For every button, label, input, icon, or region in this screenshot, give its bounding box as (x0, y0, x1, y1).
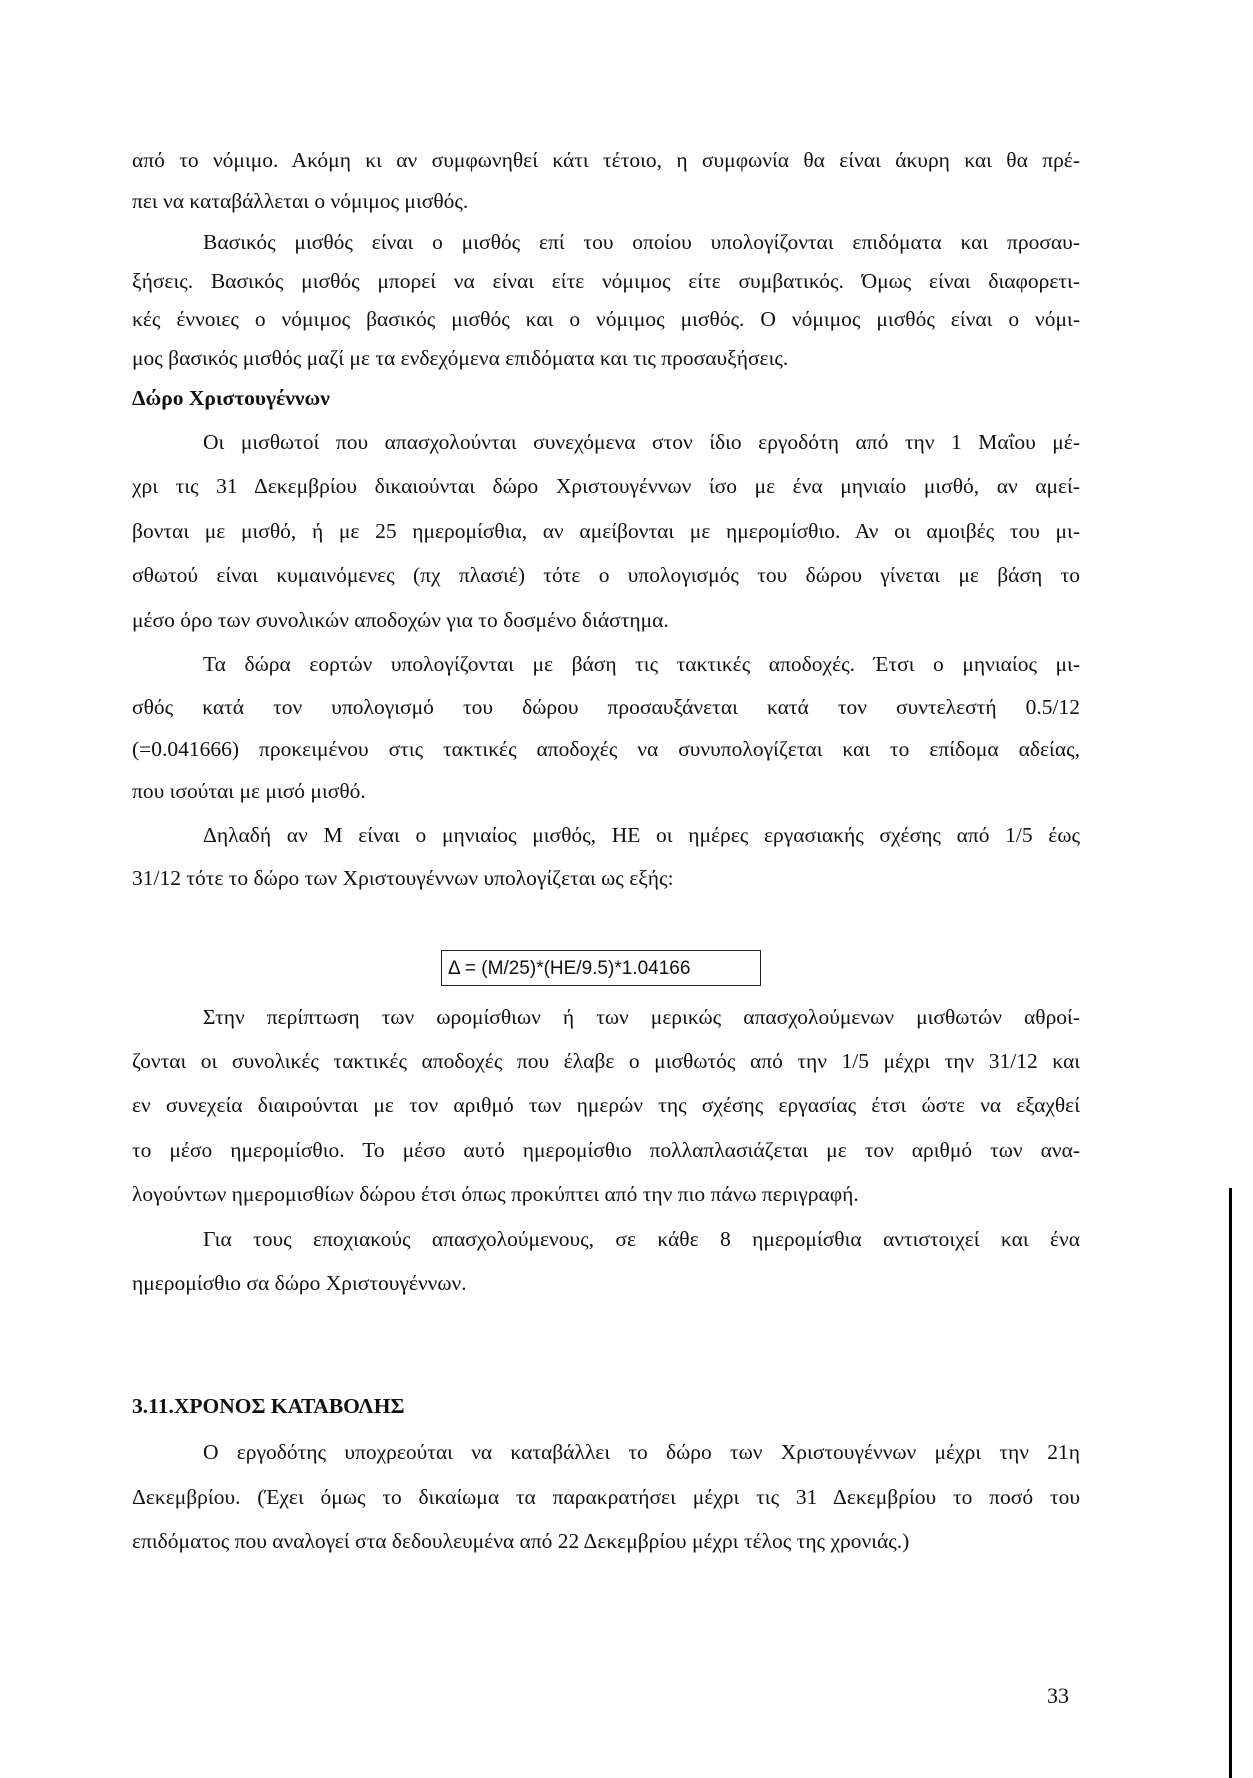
scan-edge-line (1229, 1188, 1232, 1778)
text-line: από το νόμιμο. Ακόμη κι αν συμφωνηθεί κάτι τέτοιο, η συμφωνία θα είναι άκυρη και θα πρέ- (132, 148, 1080, 172)
section-subheading: Δώρο Χριστουγέννων (132, 386, 330, 410)
text-line: Για τους εποχιακούς απασχολούμενους, σε κάθε 8 ημερομίσθια αντιστοιχεί και ένα (203, 1227, 1080, 1251)
text-line: Βασικός μισθός είναι ο μισθός επί του οποίου υπολογίζονται επιδόματα και προσαυ- (203, 230, 1080, 254)
text-line: κές έννοιες ο νόμιμος βασικός μισθός και ο νόμιμος μισθός. Ο νόμιμος μισθός είναι ο νόμι- (132, 307, 1080, 331)
page-number: 33 (1047, 1683, 1069, 1708)
text-line: σθός κατά τον υπολογισμό του δώρου προσαυξάνεται κατά τον συντελεστή 0.5/12 (132, 695, 1080, 719)
text-line: Τα δώρα εορτών υπολογίζονται με βάση τις τακτικές αποδοχές. Έτσι ο μηνιαίος μι- (203, 652, 1080, 676)
text-line: (=0.041666) προκειμένου στις τακτικές αποδοχές να συνυπολογίζεται και το επίδομα αδείας, (132, 737, 1080, 761)
text-line: ζονται οι συνολικές τακτικές αποδοχές που έλαβε ο μισθωτός από την 1/5 μέχρι την 31/12 και (132, 1049, 1080, 1073)
text-line: σθωτού είναι κυμαινόμενες (πχ πλασιέ) τότε ο υπολογισμός του δώρου γίνεται με βάση το (132, 563, 1080, 587)
section-heading: 3.11.ΧΡΟΝΟΣ ΚΑΤΑΒΟΛΗΣ (132, 1394, 405, 1418)
text-line: Δεκεμβρίου. (Έχει όμως το δικαίωμα τα παρακρατήσει μέχρι τις 31 Δεκεμβρίου το ποσό του (132, 1485, 1080, 1509)
text-line: βονται με μισθό, ή με 25 ημερομίσθια, αν αμείβονται με ημερομίσθιο. Αν οι αμοιβές του μι- (132, 519, 1080, 543)
text-line: Δηλαδή αν Μ είναι ο μηνιαίος μισθός, ΗΕ οι ημέρες εργασιακής σχέσης από 1/5 έως (203, 823, 1080, 847)
text-line: λογούντων ημερομισθίων δώρου έτσι όπως προκύπτει από την πιο πάνω περιγραφή. (132, 1182, 859, 1206)
text-line: χρι τις 31 Δεκεμβρίου δικαιούνται δώρο Χριστουγέννων ίσο με ένα μηνιαίο μισθό, αν αμεί- (132, 474, 1080, 498)
text-line: 31/12 τότε το δώρο των Χριστουγέννων υπολογίζεται ως εξής: (132, 866, 674, 890)
text-line: μος βασικός μισθός μαζί με τα ενδεχόμενα επιδόματα και τις προσαυξήσεις. (132, 346, 789, 370)
text-line: Στην περίπτωση των ωρομίσθιων ή των μερικώς απασχολούμενων μισθωτών αθροί- (203, 1005, 1080, 1029)
text-line: ξήσεις. Βασικός μισθός μπορεί να είναι είτε νόμιμος είτε συμβατικός. Όμως είναι διαφορετι- (132, 269, 1080, 293)
text-line: πει να καταβάλλεται ο νόμιμος μισθός. (132, 189, 469, 213)
text-line: Ο εργοδότης υποχρεούται να καταβάλλει το δώρο των Χριστουγέννων μέχρι την 21η (203, 1440, 1080, 1464)
text-line: εν συνεχεία διαιρούνται με τον αριθμό των ημερών της σχέσης εργασίας έτσι ώστε να εξαχθεί (132, 1093, 1080, 1117)
text-line: ημερομίσθιο σα δώρο Χριστουγέννων. (132, 1271, 467, 1295)
text-line: μέσο όρο των συνολικών αποδοχών για το δοσμένο διάστημα. (132, 608, 669, 632)
text-line: που ισούται με μισό μισθό. (132, 779, 366, 803)
text-line: το μέσο ημερομίσθιο. Το μέσο αυτό ημερομίσθιο πολλαπλασιάζεται με τον αριθμό των ανα- (132, 1138, 1080, 1162)
text-line: Οι μισθωτοί που απασχολούνται συνεχόμενα στον ίδιο εργοδότη από την 1 Μαΐου μέ- (203, 430, 1080, 454)
text-line: επιδόματος που αναλογεί στα δεδουλευμένα από 22 Δεκεμβρίου μέχρι τέλος της χρονιάς.) (132, 1529, 910, 1553)
formula-box: Δ = (Μ/25)*(ΗΕ/9.5)*1.04166 (441, 950, 761, 986)
